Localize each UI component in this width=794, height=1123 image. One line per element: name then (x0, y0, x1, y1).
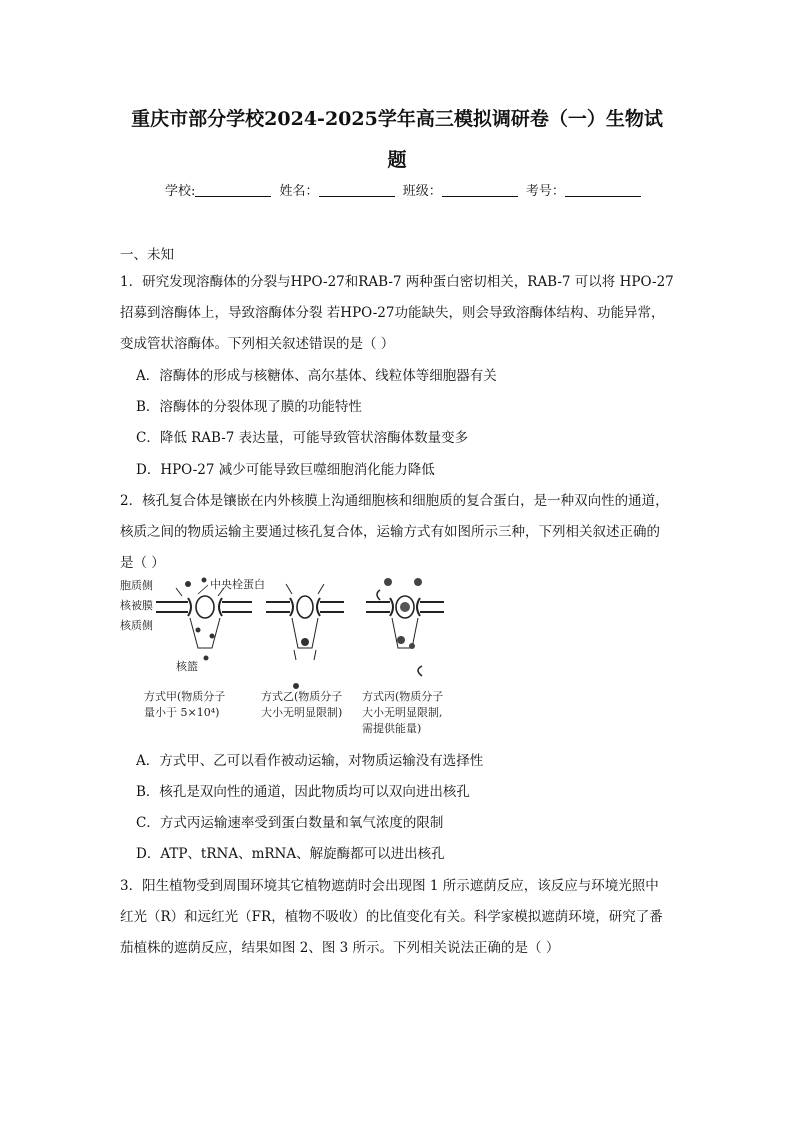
q3-stem-line3: 茄植株的遮荫反应，结果如图 2、图 3 所示。下列相关说法正确的是（ ） (120, 940, 560, 956)
pore-b-graphic (266, 584, 344, 689)
exam-no-blank[interactable] (565, 183, 641, 197)
q1-option-c: C．降低 RAB-7 表达量，可能导致管状溶酶体数量变多 (136, 430, 469, 446)
label-nuclear-basket: 核篮 (176, 660, 198, 673)
q1-option-d: D．HPO-27 减少可能导致巨噬细胞消化能力降低 (136, 462, 435, 478)
caption-c-line1: 方式丙(物质分子 (362, 690, 444, 703)
caption-b-line1: 方式乙(物质分子 (261, 690, 343, 703)
label-cytoplasm-side: 胞质侧 (120, 579, 153, 592)
school-blank[interactable] (195, 183, 271, 197)
q1-stem-line2: 招募到溶酶体上，导致溶酶体分裂 若HPO-27功能缺失，则会导致溶酶体结构、功能异常， (120, 305, 665, 321)
nuclear-pore-figure (118, 576, 478, 736)
section-heading: 一、未知 (120, 247, 174, 263)
q3-stem-line2: 红光（R）和远红光（FR，植物不吸收）的比值变化有关。科学家模拟遮荫环境，研究了番 (120, 909, 663, 925)
label-nuclear-envelope: 核被膜 (120, 599, 153, 612)
caption-c-line3: 需提供能量) (362, 722, 422, 735)
label-central-plug: 中央栓蛋白 (210, 578, 265, 591)
caption-c-line2: 大小无明显限制, (362, 706, 443, 719)
q2-stem-line3: 是（ ） (120, 555, 165, 571)
pore-c-graphic (366, 578, 444, 676)
caption-b-line2: 大小无明显限制) (261, 706, 343, 719)
class-blank[interactable] (442, 183, 518, 197)
nuclear-pore-diagram (118, 576, 478, 736)
q1-stem-line3: 变成管状溶酶体。下列相关叙述错误的是（ ） (120, 336, 395, 352)
class-label: 班级： (402, 184, 442, 199)
q2-option-d: D．ATP、tRNA、mRNA、解旋酶都可以进出核孔 (136, 846, 445, 862)
q2-option-c: C．方式丙运输速率受到蛋白数量和氧气浓度的限制 (136, 815, 444, 831)
school-label: 学校: (165, 184, 196, 199)
q2-option-a: A．方式甲、乙可以看作被动运输，对物质运输没有选择性 (136, 753, 484, 769)
exam-no-label: 考号： (525, 184, 565, 199)
caption-a-line1: 方式甲(物质分子 (144, 690, 226, 703)
q1-option-a: A．溶酶体的形成与核糖体、高尔基体、线粒体等细胞器有关 (136, 368, 497, 384)
exam-title-line2: 题 (387, 149, 407, 171)
label-nucleoplasm-side: 核质侧 (120, 619, 153, 632)
q1-stem-line1: 1．研究发现溶酶体的分裂与HPO-27和RAB-7 两种蛋白密切相关，RAB-7 可以将 HPO-27 (120, 274, 674, 290)
caption-a-line2: 量小于 5×10⁴) (144, 706, 220, 719)
q3-stem-line1: 3．阳生植物受到周围环境其它植物遮荫时会出现图 1 所示遮荫反应，该反应与环境光照中 (120, 878, 659, 894)
name-label: 姓名： (279, 184, 319, 199)
q2-stem-line2: 核质之间的物质运输主要通过核孔复合体，运输方式有如图所示三种，下列相关叙述正确的 (120, 524, 660, 540)
exam-title-line1: 重庆市部分学校2024-2025学年高三模拟调研卷（一）生物试 (131, 108, 663, 130)
q1-option-b: B．溶酶体的分裂体现了膜的功能特性 (136, 399, 362, 415)
name-blank[interactable] (319, 183, 395, 197)
q2-option-b: B．核孔是双向性的通道，因此物质均可以双向进出核孔 (136, 784, 470, 800)
q2-stem-line1: 2．核孔复合体是镶嵌在内外核膜上沟通细胞核和细胞质的复合蛋白，是一种双向性的通道， (120, 493, 669, 509)
student-info-row (165, 180, 645, 199)
